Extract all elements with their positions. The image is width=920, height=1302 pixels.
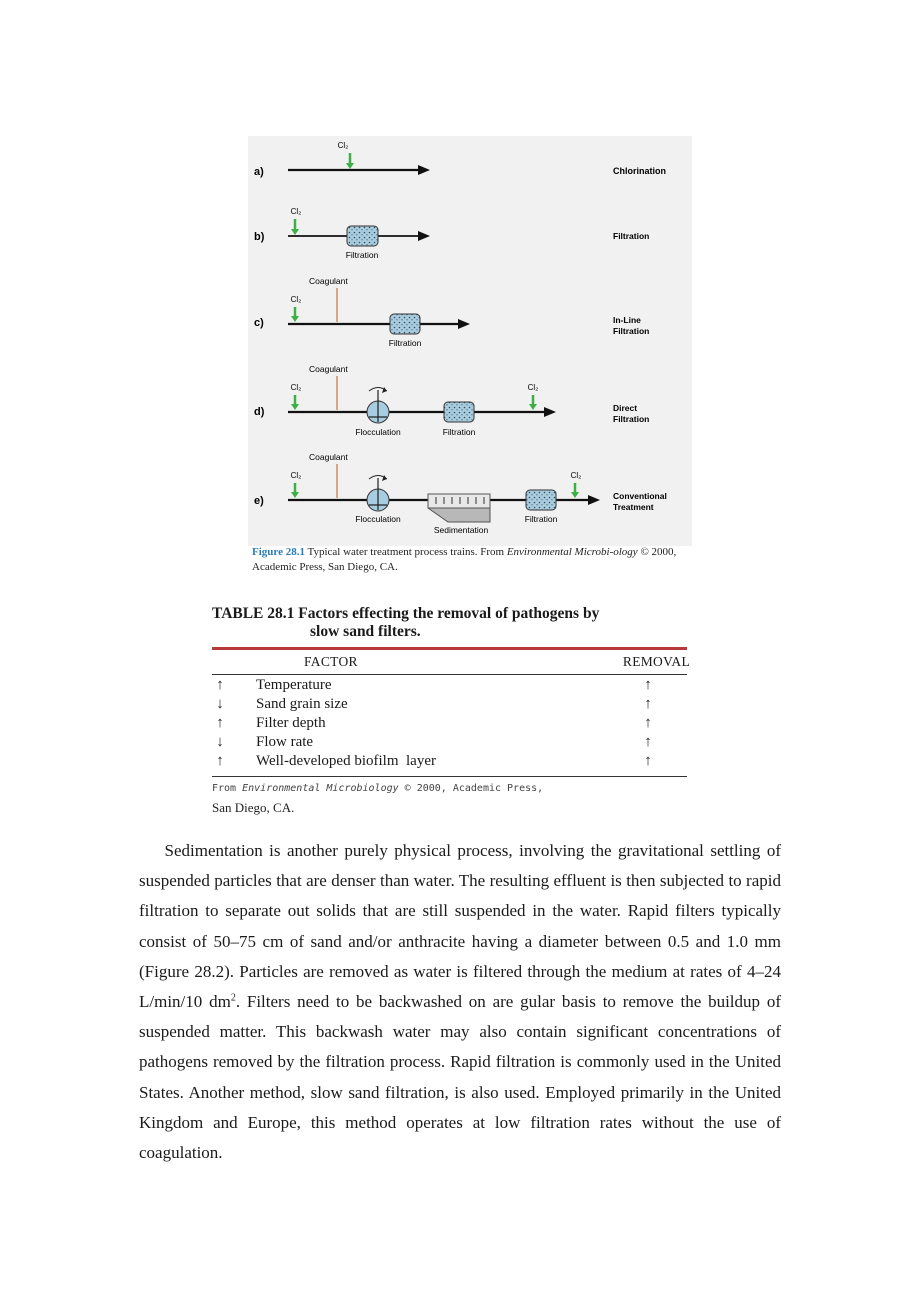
direction-arrow: ↑	[216, 677, 224, 693]
direction-arrow: ↓	[216, 696, 224, 712]
table-row	[212, 715, 687, 734]
row-b-name: Filtration	[613, 231, 650, 241]
filter-unit	[526, 490, 556, 510]
row-d-name-line1: Direct	[613, 403, 638, 413]
flow-arrowhead	[588, 495, 600, 505]
factor-cell: Temperature	[256, 677, 332, 693]
row-c-letter: c)	[254, 317, 264, 329]
filtration-label: Filtration	[345, 250, 379, 260]
cl2-arrowhead	[291, 229, 299, 235]
sedimentation-basin	[428, 494, 490, 522]
caption-source: Environmental Microbi-ology	[506, 546, 638, 558]
row-d-letter: d)	[254, 406, 265, 418]
figure-number: Figure 28.1	[252, 546, 305, 558]
filter-unit	[444, 402, 474, 422]
row-c-name-line2: Filtration	[613, 326, 650, 336]
row-d-name-line2: Filtration	[613, 414, 650, 424]
table-row	[212, 734, 687, 753]
superscript: 2	[230, 992, 236, 1004]
removal-arrow: ↑	[644, 696, 652, 712]
body-paragraph	[139, 836, 781, 1168]
flocculator-unit	[367, 387, 389, 423]
source-prefix: From	[212, 783, 243, 794]
body-text-part2: . Filters need to be backwashed on are gular basis to remove the buildup of suspended matter. This backwash water may also contain significant concentrations of pathogens removed by the filtration process. Rapid filtration is commonly used in the United States. Another method, slow sand filtration, is also used. Employed primarily in the United Kingdom and Europe, this method operates at low filtration rates without the use of coagulation.	[139, 992, 782, 1163]
column-header-factor: FACTOR	[304, 654, 358, 669]
caption-tail: © 2000, Academic Press, San Diego, CA.	[252, 546, 677, 573]
row-c-name-line1: In-Line	[613, 315, 641, 325]
cl2-label: Cl₂	[570, 471, 582, 480]
flow-arrowhead	[418, 165, 430, 175]
flow-arrowhead	[458, 319, 470, 329]
filter-unit	[347, 226, 378, 246]
process-trains-figure	[248, 136, 692, 546]
cl2-arrowhead	[529, 404, 537, 410]
row-e-letter: e)	[254, 495, 264, 507]
cl2-arrowhead	[346, 163, 354, 169]
filtration-label: Filtration	[442, 427, 476, 437]
table-header	[212, 650, 690, 675]
body-text-part1: Sedimentation is another purely physical process, involving the gravitational settling of suspended particles that are denser than water. The resulting effluent is then subjected to rapid filtration to separate out solids that are still suspended in the water. Rapid filters typically consist of 50–75 cm of sand and/or anthracite having a diameter between 0.5 and 1.0 mm (Figure 28.2). Particles are removed as water is filtered through the medium at rates of 4–24 L/min/10 dm	[139, 841, 781, 1012]
source-tail: © 2000, Academic Press,	[398, 783, 544, 794]
filtration-label: Filtration	[388, 338, 422, 348]
flocculator-unit	[367, 475, 389, 511]
removal-arrow: ↑	[644, 715, 652, 731]
cl2-arrowhead	[291, 316, 299, 322]
flocculation-label: Flocculation	[355, 514, 401, 524]
flow-arrowhead	[418, 231, 430, 241]
table-row	[212, 696, 687, 715]
cl2-label: Cl₂	[290, 471, 302, 480]
direction-arrow: ↑	[216, 753, 224, 769]
factor-cell: Flow rate	[256, 734, 314, 750]
direction-arrow: ↑	[216, 715, 224, 731]
table-title-line2: slow sand filters.	[310, 623, 421, 640]
row-b-letter: b)	[254, 231, 265, 243]
removal-arrow: ↑	[644, 677, 652, 693]
coagulant-label: Coagulant	[309, 364, 348, 374]
coagulant-label: Coagulant	[309, 452, 348, 462]
table-title	[212, 605, 687, 641]
row-a-name: Chlorination	[613, 166, 666, 176]
removal-arrow: ↑	[644, 753, 652, 769]
filtration-label: Filtration	[524, 514, 558, 524]
table-source-line2: San Diego, CA.	[212, 800, 295, 815]
flow-arrowhead	[544, 407, 556, 417]
cl2-label: Cl₂	[527, 383, 539, 392]
filter-unit	[390, 314, 420, 334]
cl2-label: Cl₂	[290, 295, 302, 304]
cl2-label: Cl₂	[290, 383, 302, 392]
caption-text: Typical water treatment process trains. From	[304, 546, 507, 558]
table-body	[212, 675, 687, 777]
table-source-note	[212, 779, 687, 817]
flocculation-label: Flocculation	[355, 427, 401, 437]
cl2-arrowhead	[291, 404, 299, 410]
removal-arrow: ↑	[644, 734, 652, 750]
row-a-letter: a)	[254, 166, 264, 178]
factor-cell: Well-developed biofilm layer	[256, 753, 436, 769]
cl2-label: Cl₂	[337, 141, 349, 150]
figure-diagram	[248, 136, 692, 546]
row-e-name-line2: Treatment	[613, 502, 654, 512]
sedimentation-label: Sedimentation	[433, 525, 489, 535]
table-title-line1: TABLE 28.1 Factors effecting the removal of pathogens by	[212, 605, 600, 622]
table-source-line1	[212, 779, 687, 798]
row-e-name-line1: Conventional	[613, 491, 667, 501]
table-row	[212, 677, 687, 696]
factor-cell: Sand grain size	[256, 696, 348, 712]
cl2-arrowhead	[571, 492, 579, 498]
column-header-removal: REMOVAL	[622, 654, 690, 669]
cl2-arrowhead	[291, 492, 299, 498]
direction-arrow: ↓	[216, 734, 224, 750]
factors-table	[212, 605, 690, 817]
table-row	[212, 753, 687, 772]
coagulant-label: Coagulant	[309, 276, 348, 286]
source-book: Environmental Microbiology	[242, 783, 399, 794]
factor-cell: Filter depth	[256, 715, 326, 731]
figure-caption	[252, 545, 692, 575]
cl2-label: Cl₂	[290, 207, 302, 216]
